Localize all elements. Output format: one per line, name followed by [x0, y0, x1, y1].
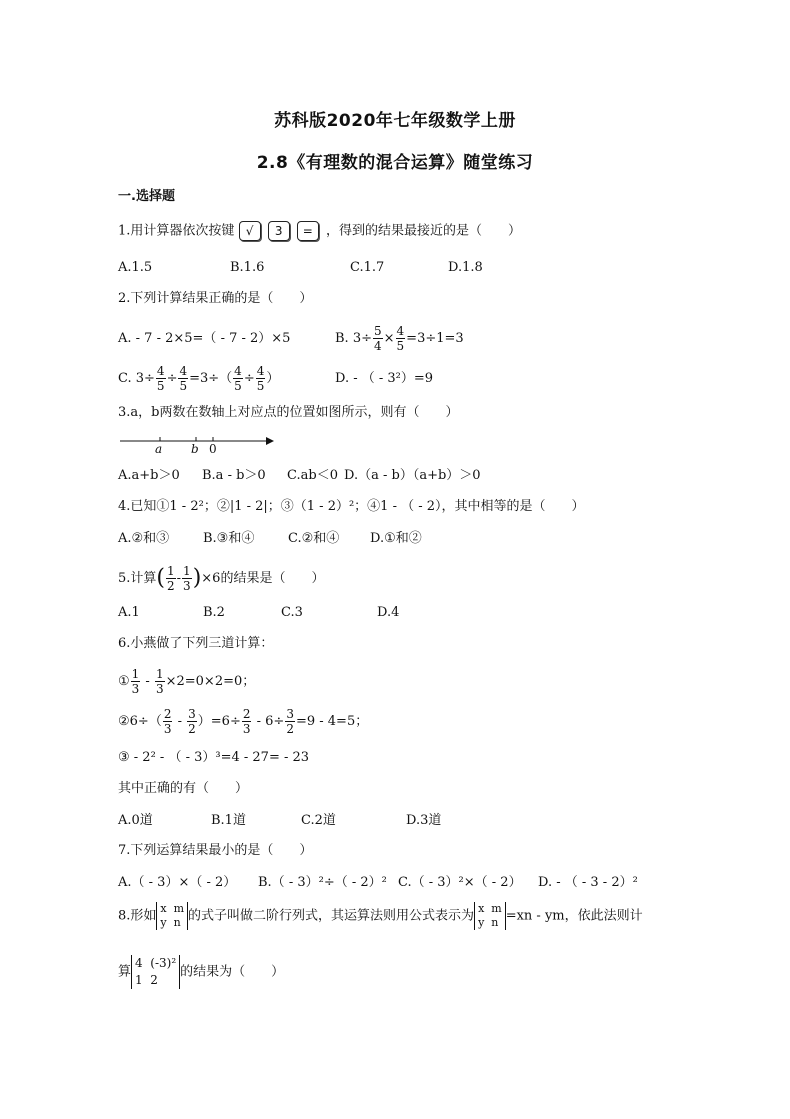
fraction: $\frac{1}{3}$ — [155, 667, 164, 696]
determinant-xymn: x m y n — [156, 902, 188, 930]
three-key-icon: 3 — [268, 221, 290, 241]
option-a: A.1 — [118, 605, 140, 620]
question-7-options — [118, 874, 638, 892]
question-4: 4.已知①1 - 2²；②|1 - 2|；③（1 - 2）²；④1 - （ - 2），其中相等的是（ ） — [118, 499, 585, 514]
fraction: $\frac{2}{3}$ — [163, 707, 172, 736]
option-c: C.ab＜0 — [287, 468, 338, 483]
option-d: D.3道 — [406, 813, 442, 828]
question-1: 1.用计算器依次按键 √ 3 = ，得到的结果最接近的是（ ） — [118, 221, 521, 241]
calc-3: ③ - 2² - （ - 3）³=4 - 27= - 23 — [118, 750, 310, 765]
axis-label-0: 0 — [209, 442, 217, 456]
determinant-xymn: x m y n — [474, 902, 506, 930]
question-6-options — [118, 812, 441, 830]
fraction: $\frac{1}{3}$ — [183, 564, 191, 593]
question-8-line-2: 算 4 (-3)² 1 2 的结果为（ ） — [118, 956, 285, 987]
question-2-options-ab — [118, 324, 464, 353]
option-a: A.a+b＞0 — [118, 468, 180, 483]
fraction: $\frac{4}{5}$ — [234, 364, 242, 393]
calc-1: ① $\frac{1}{3}$ - $\frac{1}{3}$ ×2=0×2=0； — [118, 667, 256, 696]
option-d: D.（a - b）（a+b）＞0 — [344, 468, 481, 483]
question-5: 5.计算( $\frac{1}{2}$ - $\frac{1}{3}$ )×6的结果是（ ） — [118, 564, 325, 593]
option-a: A. - 7 - 2×5=（ - 7 - 2）×5 — [118, 331, 291, 346]
question-6: 6.小燕做了下列三道计算： — [118, 636, 274, 651]
fraction: $\frac{1}{2}$ — [167, 564, 175, 593]
option-c: C.②和④ — [288, 531, 340, 546]
equals-key-icon: = — [297, 221, 319, 241]
question-6-prompt: 其中正确的有（ ） — [118, 781, 249, 796]
option-b: B.2 — [203, 605, 225, 620]
option-c: C.1.7 — [350, 260, 385, 275]
question-7: 7.下列运算结果最小的是（ ） — [118, 843, 313, 858]
option-b: B.1道 — [211, 813, 246, 828]
fraction: $\frac{5}{4}$ — [373, 324, 382, 353]
question-2-options-cd — [118, 364, 433, 393]
fraction: $\frac{1}{3}$ — [131, 667, 140, 696]
option-c: C.3 — [281, 605, 303, 620]
option-b: B.1.6 — [230, 260, 265, 275]
question-4-options — [118, 530, 422, 548]
axis-label-a: a — [155, 442, 163, 456]
question-8: 8.形如 x m y n 的式子叫做二阶行列式，其运算法则用公式表示为 x m y n =xn - ym，依此法则计 — [118, 902, 643, 929]
fraction: $\frac{3}{2}$ — [188, 707, 196, 736]
option-a: A.1.5 — [118, 260, 153, 275]
option-a: A.（ - 3）×（ - 2） — [118, 875, 237, 890]
option-d: D.4 — [377, 605, 400, 620]
fraction: $\frac{4}{5}$ — [156, 364, 165, 393]
question-3: 3.a，b两数在数轴上对应点的位置如图所示，则有（ ） — [118, 405, 459, 420]
fraction: $\frac{3}{2}$ — [286, 707, 294, 736]
option-c: C.（ - 3）²×（ - 2） — [398, 875, 522, 890]
question-5-options — [118, 604, 399, 622]
option-b: B.（ - 3）²÷（ - 2）² — [258, 875, 387, 890]
fraction: $\frac{4}{5}$ — [256, 364, 265, 393]
option-d: D. - （ - 3²）=9 — [335, 371, 434, 386]
option-d: D.1.8 — [448, 260, 483, 275]
calc-2: ②6÷（ $\frac{2}{3}$ - $\frac{3}{2}$ ）=6÷ $\frac{2}{3}$ - 6÷ $\frac{3}{2}$ =9 - 4=5； — [118, 707, 369, 736]
question-2: 2.下列计算结果正确的是（ ） — [118, 291, 313, 306]
option-c: C. 3÷ $\frac{4}{5}$ ÷ $\frac{4}{5}$ =3÷（ $\frac{4}{5}$ ÷ $\frac{4}{5}$ ） — [118, 364, 280, 393]
option-c: C.2道 — [301, 813, 336, 828]
sqrt-key-icon: √ — [239, 221, 261, 241]
fraction: $\frac{4}{5}$ — [179, 364, 188, 393]
question-1-options — [118, 259, 483, 277]
question-3-options — [118, 467, 481, 485]
fraction: $\frac{2}{3}$ — [242, 707, 251, 736]
fraction: $\frac{4}{5}$ — [396, 324, 405, 353]
option-a: A.0道 — [118, 813, 153, 828]
option-b: B.③和④ — [203, 531, 255, 546]
section-heading: 一.选择题 — [118, 189, 175, 204]
option-d: D.①和② — [370, 531, 422, 546]
option-b: B. 3÷ $\frac{5}{4}$ × $\frac{4}{5}$ =3÷1=3 — [335, 324, 464, 353]
page-subtitle: 2.8《有理数的混合运算》随堂练习 — [256, 153, 534, 173]
option-b: B.a - b＞0 — [202, 468, 266, 483]
option-a: A.②和③ — [118, 531, 170, 546]
axis-label-b: b — [191, 442, 199, 456]
option-d: D. - （ - 3 - 2）² — [538, 875, 638, 890]
page-title: 苏科版2020年七年级数学上册 — [274, 111, 516, 131]
determinant-numeric: 4 (-3)² 1 2 — [131, 955, 180, 989]
